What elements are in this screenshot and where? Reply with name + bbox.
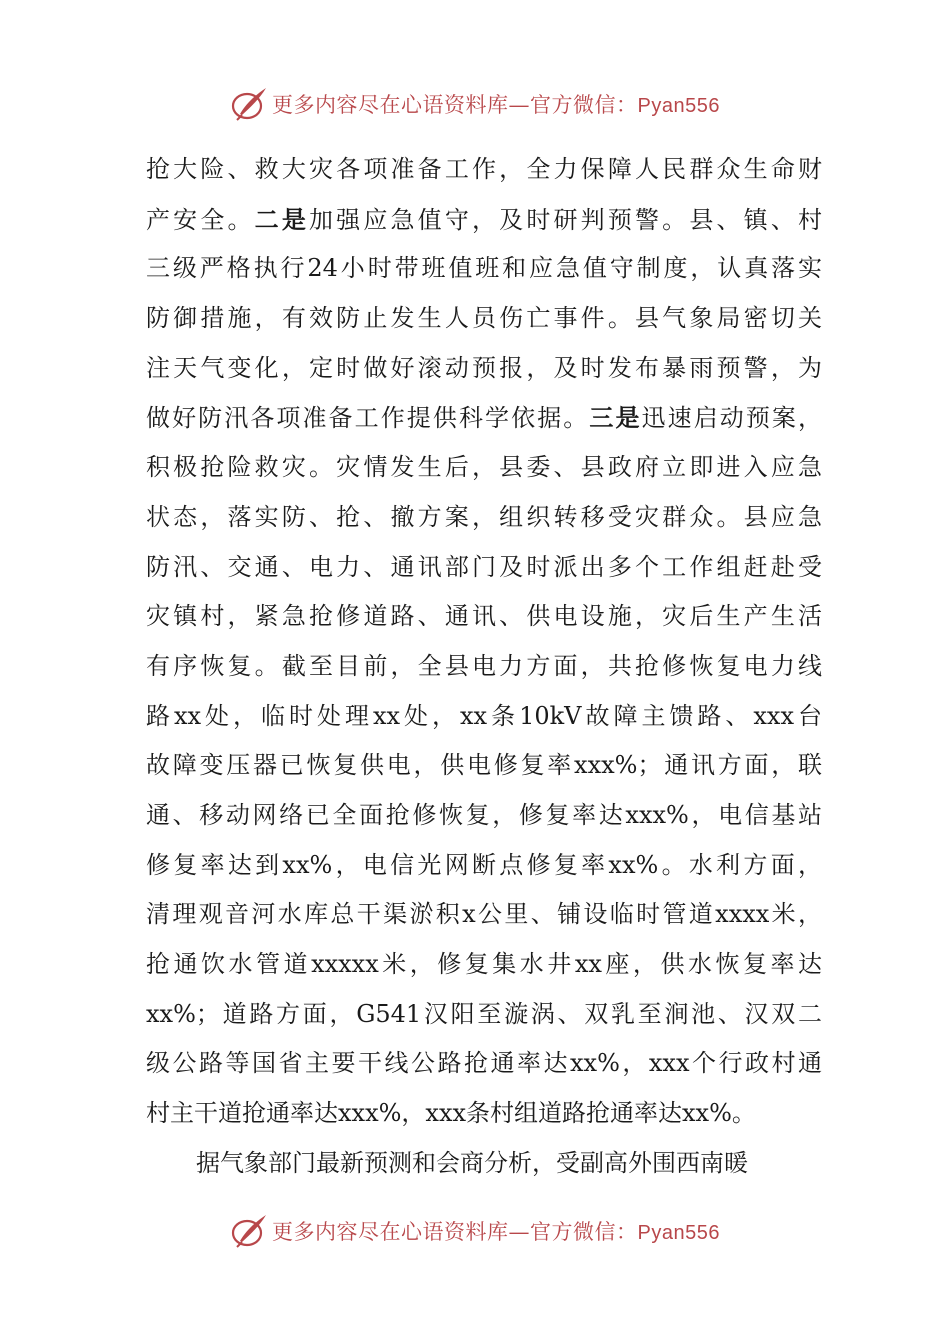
text-line-17: 抢通饮水管道xxxxx米，修复集水井xx座，供水恢复率达 <box>146 950 822 978</box>
text-line-13: 故障变压器已恢复供电，供电修复率xxx%；通讯方面，联 <box>146 751 822 780</box>
text-line-12: 路xx处，临时处理xx处，xx条10kV故障主馈路、xxx台 <box>146 701 822 730</box>
article-body <box>146 145 822 1188</box>
text-line-14: 通、移动网络已全面抢修恢复，修复率达xxx%，电信基站 <box>146 800 822 829</box>
text-line-18: xx%；道路方面，G541汉阳至漩涡、双乳至涧池、汉双二 <box>146 999 822 1028</box>
text-line-9: 防汛、交通、电力、通讯部门及时派出多个工作组赶赴受 <box>146 552 822 581</box>
text-line-1: 抢大险、救大灾各项准备工作，全力保障人民群众生命财 <box>146 155 822 183</box>
text-line-16: 清理观音河水库总干渠淤积x公里、铺设临时管道xxxx米， <box>146 900 822 929</box>
watermark-banner-top <box>230 82 720 126</box>
text-line-5: 注天气变化，定时做好滚动预报，及时发布暴雨预警，为 <box>146 353 822 382</box>
text-line-20: 村主干道抢通率达xxx%，xxx条村组道路抢通率达xx%。 <box>146 1099 756 1128</box>
text-line-2: 产安全。二是加强应急值守，及时研判预警。县、镇、村 <box>146 204 823 234</box>
text-line-8: 状态，落实防、抢、撤方案，组织转移受灾群众。县应急 <box>146 502 822 531</box>
text-line-4: 防御措施，有效防止发生人员伤亡事件。县气象局密切关 <box>146 304 822 333</box>
quill-pen-logo-icon <box>230 84 270 124</box>
text-line-10: 灾镇村，紧急抢修道路、通讯、供电设施，灾后生产生活 <box>146 602 822 631</box>
text-line-3: 三级严格执行24小时带班值班和应急值守制度，认真落实 <box>146 254 822 283</box>
text-line-11: 有序恢复。截至目前，全县电力方面，共抢修恢复电力线 <box>146 651 822 680</box>
watermark-banner-bottom <box>230 1209 720 1253</box>
text-line-6: 做好防汛各项准备工作提供科学依据。三是迅速启动预案， <box>146 403 823 433</box>
text-line-15: 修复率达到xx%，电信光网断点修复率xx%。水利方面， <box>146 850 822 879</box>
quill-pen-logo-icon <box>230 1211 270 1251</box>
text-line-21: 据气象部门最新预测和会商分析，受副高外围西南暖 <box>196 1148 748 1177</box>
watermark-text: 更多内容尽在心语资料库—官方微信：Pyan556 <box>272 1220 720 1244</box>
text-line-19: 级公路等国省主要干线公路抢通率达xx%，xxx个行政村通 <box>146 1049 822 1078</box>
watermark-text: 更多内容尽在心语资料库—官方微信：Pyan556 <box>272 93 720 117</box>
text-line-7: 积极抢险救灾。灾情发生后，县委、县政府立即进入应急 <box>146 453 822 482</box>
